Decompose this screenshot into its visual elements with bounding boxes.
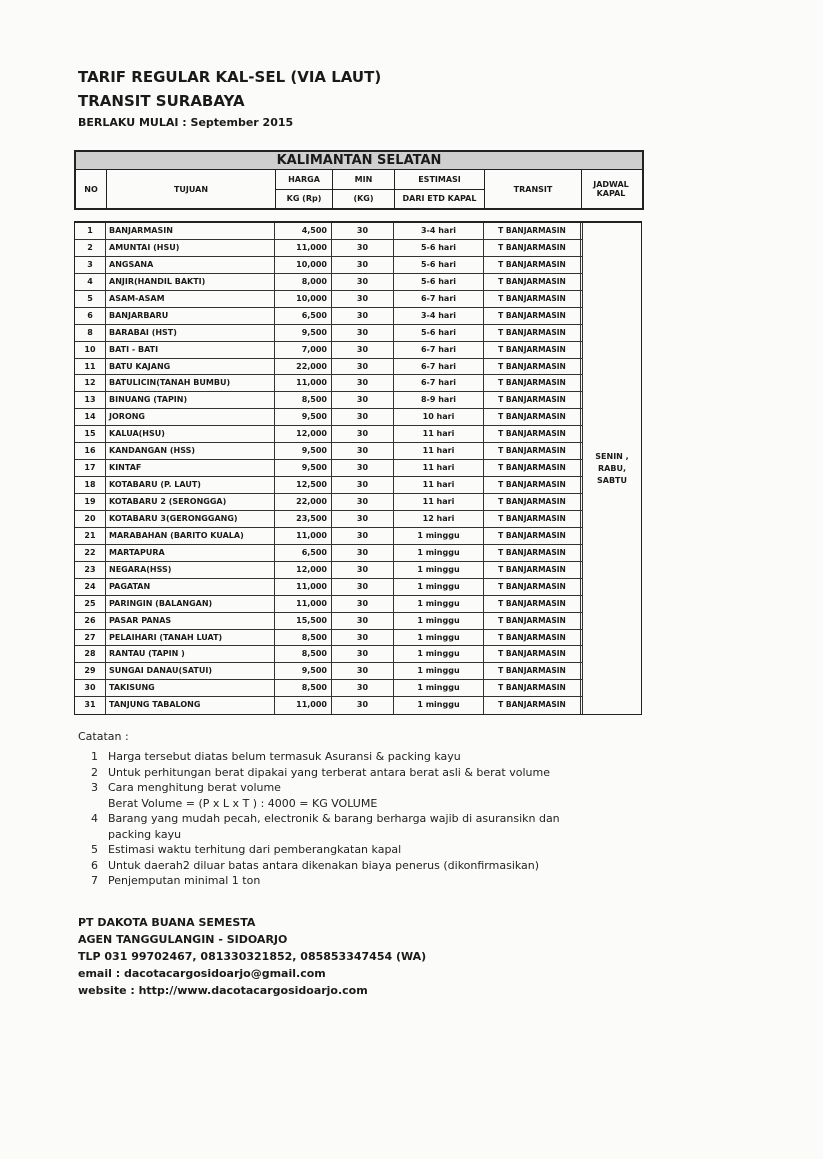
company-footer	[78, 914, 426, 999]
schedule-cell	[582, 223, 641, 714]
cell-harga: 22,000	[275, 494, 332, 510]
cell-estimasi: 1 minggu	[394, 613, 484, 629]
cell-harga: 10,000	[275, 291, 332, 307]
cell-estimasi: 1 minggu	[394, 596, 484, 612]
note-item	[78, 796, 568, 812]
cell-harga: 11,000	[275, 375, 332, 391]
note-item	[78, 765, 568, 781]
cell-no: 8	[75, 325, 106, 341]
note-text: Penjemputan minimal 1 ton	[108, 874, 261, 887]
cell-min: 30	[332, 426, 394, 442]
cell-tujuan: BATU KAJANG	[106, 359, 275, 375]
cell-estimasi: 1 minggu	[394, 528, 484, 544]
cell-min: 30	[332, 257, 394, 273]
cell-harga: 12,000	[275, 562, 332, 578]
cell-harga: 8,500	[275, 630, 332, 646]
schedule-day-2: RABU,	[598, 463, 626, 473]
cell-harga: 6,500	[275, 308, 332, 324]
cell-tujuan: ASAM-ASAM	[106, 291, 275, 307]
cell-min: 30	[332, 375, 394, 391]
table-row	[75, 630, 582, 647]
cell-transit: T BANJARMASIN	[484, 240, 581, 256]
table-row	[75, 308, 582, 325]
cell-min: 30	[332, 392, 394, 408]
cell-harga: 15,500	[275, 613, 332, 629]
cell-estimasi: 1 minggu	[394, 545, 484, 561]
cell-estimasi: 11 hari	[394, 443, 484, 459]
cell-tujuan: MARABAHAN (BARITO KUALA)	[106, 528, 275, 544]
cell-no: 14	[75, 409, 106, 425]
cell-no: 19	[75, 494, 106, 510]
cell-tujuan: BARABAI (HST)	[106, 325, 275, 341]
cell-transit: T BANJARMASIN	[484, 443, 581, 459]
note-item	[78, 873, 568, 889]
cell-min: 30	[332, 342, 394, 358]
table-row	[75, 443, 582, 460]
note-text: Harga tersebut diatas belum termasuk Asuransi & packing kayu	[108, 750, 461, 763]
cell-transit: T BANJARMASIN	[484, 460, 581, 476]
cell-estimasi: 12 hari	[394, 511, 484, 527]
table-row	[75, 545, 582, 562]
cell-transit: T BANJARMASIN	[484, 392, 581, 408]
valid-from: BERLAKU MULAI : September 2015	[78, 116, 294, 129]
table-row	[75, 646, 582, 663]
table-row	[75, 375, 582, 392]
table-row	[75, 528, 582, 545]
cell-tujuan: PASAR PANAS	[106, 613, 275, 629]
cell-estimasi: 5-6 hari	[394, 325, 484, 341]
email-link[interactable]: email : dacotacargosidoarjo@gmail.com	[78, 967, 326, 980]
cell-no: 29	[75, 663, 106, 679]
schedule-day-3: SABTU	[596, 475, 627, 485]
cell-no: 20	[75, 511, 106, 527]
cell-no: 30	[75, 680, 106, 696]
cell-no: 28	[75, 646, 106, 662]
cell-transit: T BANJARMASIN	[484, 511, 581, 527]
cell-no: 4	[75, 274, 106, 290]
table-row	[75, 426, 582, 443]
cell-no: 1	[75, 223, 106, 239]
cell-min: 30	[332, 528, 394, 544]
cell-tujuan: MARTAPURA	[106, 545, 275, 561]
table-row	[75, 477, 582, 494]
cell-estimasi: 1 minggu	[394, 646, 484, 662]
cell-estimasi: 11 hari	[394, 460, 484, 476]
cell-transit: T BANJARMASIN	[484, 579, 581, 595]
notes-list	[78, 749, 568, 889]
note-item	[78, 842, 568, 858]
col-transit: TRANSIT	[485, 170, 582, 208]
cell-no: 5	[75, 291, 106, 307]
note-number: 2	[91, 765, 98, 779]
col-jadwal-bottom: KAPAL	[596, 189, 626, 198]
cell-harga: 7,000	[275, 342, 332, 358]
cell-transit: T BANJARMASIN	[484, 545, 581, 561]
notes-title: Catatan :	[78, 730, 129, 743]
cell-harga: 9,500	[275, 443, 332, 459]
note-number: 7	[91, 874, 98, 887]
col-no: NO	[76, 170, 107, 208]
note-number	[78, 796, 108, 812]
cell-estimasi: 10 hari	[394, 409, 484, 425]
table-row	[75, 359, 582, 376]
cell-harga: 8,500	[275, 392, 332, 408]
cell-harga: 11,000	[275, 528, 332, 544]
cell-transit: T BANJARMASIN	[484, 562, 581, 578]
cell-no: 10	[75, 342, 106, 358]
cell-estimasi: 6-7 hari	[394, 291, 484, 307]
cell-min: 30	[332, 443, 394, 459]
cell-no: 31	[75, 697, 106, 714]
note-number: 5	[91, 843, 98, 856]
cell-tujuan: KINTAF	[106, 460, 275, 476]
cell-estimasi: 5-6 hari	[394, 240, 484, 256]
column-headers	[76, 170, 642, 208]
cell-transit: T BANJARMASIN	[484, 409, 581, 425]
cell-harga: 22,000	[275, 359, 332, 375]
cell-no: 24	[75, 579, 106, 595]
cell-harga: 9,500	[275, 663, 332, 679]
table-row	[75, 579, 582, 596]
company-name: PT DAKOTA BUANA SEMESTA	[78, 916, 256, 929]
cell-transit: T BANJARMASIN	[484, 680, 581, 696]
cell-tujuan: ANGSANA	[106, 257, 275, 273]
cell-min: 30	[332, 308, 394, 324]
note-text: Untuk daerah2 diluar batas antara dikenakan biaya penerus (dikonfirmasikan)	[108, 858, 540, 872]
cell-tujuan: BANJARBARU	[106, 308, 275, 324]
cell-tujuan: ANJIR(HANDIL BAKTI)	[106, 274, 275, 290]
cell-estimasi: 1 minggu	[394, 630, 484, 646]
cell-no: 13	[75, 392, 106, 408]
note-text: Estimasi waktu terhitung dari pemberangkatan kapal	[108, 843, 402, 856]
agent-name: AGEN TANGGULANGIN - SIDOARJO	[78, 933, 288, 946]
col-min-bottom: (KG)	[353, 194, 374, 204]
region-band: KALIMANTAN SELATAN	[76, 152, 642, 170]
cell-harga: 8,500	[275, 646, 332, 662]
cell-min: 30	[332, 494, 394, 510]
cell-no: 23	[75, 562, 106, 578]
note-text: Untuk perhitungan berat dipakai yang terberat antara berat asli & berat volume	[108, 765, 550, 779]
title-line-1: TARIF REGULAR KAL-SEL (VIA LAUT)	[78, 68, 382, 86]
cell-transit: T BANJARMASIN	[484, 697, 581, 714]
schedule-day-1: SENIN ,	[595, 451, 629, 461]
cell-min: 30	[332, 646, 394, 662]
cell-estimasi: 1 minggu	[394, 663, 484, 679]
table-row	[75, 291, 582, 308]
cell-transit: T BANJARMASIN	[484, 630, 581, 646]
col-estimasi	[395, 170, 485, 208]
cell-tujuan: SUNGAI DANAU(SATUI)	[106, 663, 275, 679]
col-jadwal	[582, 170, 640, 208]
cell-transit: T BANJARMASIN	[484, 274, 581, 290]
table-row	[75, 342, 582, 359]
cell-min: 30	[332, 562, 394, 578]
cell-tujuan: JORONG	[106, 409, 275, 425]
col-tujuan: TUJUAN	[107, 170, 276, 208]
cell-harga: 12,500	[275, 477, 332, 493]
cell-no: 3	[75, 257, 106, 273]
cell-no: 18	[75, 477, 106, 493]
col-harga	[276, 170, 333, 208]
cell-transit: T BANJARMASIN	[484, 223, 581, 239]
cell-no: 17	[75, 460, 106, 476]
cell-min: 30	[332, 359, 394, 375]
cell-min: 30	[332, 630, 394, 646]
cell-estimasi: 11 hari	[394, 426, 484, 442]
table-row	[75, 223, 582, 240]
cell-min: 30	[332, 613, 394, 629]
note-item	[78, 811, 568, 842]
cell-min: 30	[332, 460, 394, 476]
cell-tujuan: KANDANGAN (HSS)	[106, 443, 275, 459]
note-item	[78, 858, 568, 874]
cell-min: 30	[332, 697, 394, 714]
cell-estimasi: 11 hari	[394, 477, 484, 493]
phone-numbers: TLP 031 99702467, 081330321852, 085853347454 (WA)	[78, 950, 427, 963]
cell-min: 30	[332, 325, 394, 341]
cell-transit: T BANJARMASIN	[484, 613, 581, 629]
cell-tujuan: BANJARMASIN	[106, 223, 275, 239]
cell-harga: 11,000	[275, 579, 332, 595]
cell-transit: T BANJARMASIN	[484, 646, 581, 662]
cell-transit: T BANJARMASIN	[484, 359, 581, 375]
cell-transit: T BANJARMASIN	[484, 528, 581, 544]
table-row	[75, 680, 582, 697]
cell-estimasi: 3-4 hari	[394, 223, 484, 239]
table-row	[75, 511, 582, 528]
col-jadwal-top: JADWAL	[593, 180, 629, 189]
table-row	[75, 274, 582, 291]
cell-tujuan: KOTABARU 3(GERONGGANG)	[106, 511, 275, 527]
cell-transit: T BANJARMASIN	[484, 375, 581, 391]
cell-harga: 4,500	[275, 223, 332, 239]
table-row	[75, 613, 582, 630]
cell-min: 30	[332, 579, 394, 595]
note-item	[78, 749, 568, 765]
table-row	[75, 494, 582, 511]
cell-tujuan: KALUA(HSU)	[106, 426, 275, 442]
cell-min: 30	[332, 545, 394, 561]
cell-tujuan: PELAIHARI (TANAH LUAT)	[106, 630, 275, 646]
table-row	[75, 325, 582, 342]
table-row	[75, 409, 582, 426]
table-header	[74, 150, 644, 210]
cell-no: 27	[75, 630, 106, 646]
cell-transit: T BANJARMASIN	[484, 291, 581, 307]
cell-no: 11	[75, 359, 106, 375]
cell-no: 15	[75, 426, 106, 442]
cell-no: 22	[75, 545, 106, 561]
cell-no: 26	[75, 613, 106, 629]
cell-tujuan: TANJUNG TABALONG	[106, 697, 275, 714]
title-line-2: TRANSIT SURABAYA	[78, 92, 245, 110]
cell-harga: 11,000	[275, 697, 332, 714]
cell-harga: 10,000	[275, 257, 332, 273]
cell-transit: T BANJARMASIN	[484, 494, 581, 510]
note-number: 6	[91, 858, 98, 872]
col-harga-top: HARGA	[276, 170, 332, 190]
cell-min: 30	[332, 291, 394, 307]
cell-tujuan: KOTABARU (P. LAUT)	[106, 477, 275, 493]
cell-harga: 8,000	[275, 274, 332, 290]
cell-estimasi: 8-9 hari	[394, 392, 484, 408]
cell-no: 6	[75, 308, 106, 324]
cell-min: 30	[332, 511, 394, 527]
table-row	[75, 257, 582, 274]
cell-min: 30	[332, 409, 394, 425]
cell-no: 16	[75, 443, 106, 459]
cell-tujuan: NEGARA(HSS)	[106, 562, 275, 578]
cell-estimasi: 1 minggu	[394, 562, 484, 578]
cell-transit: T BANJARMASIN	[484, 426, 581, 442]
cell-min: 30	[332, 274, 394, 290]
cell-estimasi: 5-6 hari	[394, 274, 484, 290]
cell-estimasi: 6-7 hari	[394, 359, 484, 375]
cell-estimasi: 1 minggu	[394, 579, 484, 595]
col-min-top: MIN	[333, 170, 394, 190]
cell-min: 30	[332, 596, 394, 612]
cell-harga: 6,500	[275, 545, 332, 561]
table-row	[75, 663, 582, 680]
note-item	[78, 780, 568, 796]
cell-transit: T BANJARMASIN	[484, 596, 581, 612]
note-text: Cara menghitung berat volume	[108, 781, 281, 794]
cell-harga: 9,500	[275, 325, 332, 341]
cell-transit: T BANJARMASIN	[484, 325, 581, 341]
col-est-top: ESTIMASI	[395, 170, 484, 190]
cell-harga: 12,000	[275, 426, 332, 442]
cell-tujuan: BATULICIN(TANAH BUMBU)	[106, 375, 275, 391]
cell-estimasi: 6-7 hari	[394, 375, 484, 391]
cell-tujuan: RANTAU (TAPIN )	[106, 646, 275, 662]
cell-harga: 11,000	[275, 596, 332, 612]
cell-tujuan: BATI - BATI	[106, 342, 275, 358]
cell-no: 25	[75, 596, 106, 612]
cell-estimasi: 1 minggu	[394, 680, 484, 696]
note-text: Berat Volume = (P x L x T ) : 4000 = KG VOLUME	[108, 796, 378, 810]
cell-estimasi: 6-7 hari	[394, 342, 484, 358]
cell-estimasi: 11 hari	[394, 494, 484, 510]
cell-transit: T BANJARMASIN	[484, 477, 581, 493]
cell-tujuan: AMUNTAI (HSU)	[106, 240, 275, 256]
cell-tujuan: TAKISUNG	[106, 680, 275, 696]
table-row	[75, 240, 582, 257]
website-link[interactable]: website : http://www.dacotacargosidoarjo.com	[78, 984, 368, 997]
note-text: Barang yang mudah pecah, electronik & barang berharga wajib di asuransikn dan packing kayu	[108, 812, 560, 841]
table-row	[75, 392, 582, 409]
cell-min: 30	[332, 240, 394, 256]
cell-tujuan: BINUANG (TAPIN)	[106, 392, 275, 408]
col-est-bottom: DARI ETD KAPAL	[402, 194, 477, 204]
cell-transit: T BANJARMASIN	[484, 663, 581, 679]
cell-harga: 11,000	[275, 240, 332, 256]
cell-harga: 9,500	[275, 460, 332, 476]
cell-tujuan: KOTABARU 2 (SERONGGA)	[106, 494, 275, 510]
cell-harga: 9,500	[275, 409, 332, 425]
cell-min: 30	[332, 477, 394, 493]
note-number: 4	[91, 812, 98, 825]
cell-min: 30	[332, 663, 394, 679]
note-number: 1	[91, 750, 98, 763]
cell-min: 30	[332, 680, 394, 696]
cell-estimasi: 3-4 hari	[394, 308, 484, 324]
note-number: 3	[91, 781, 98, 794]
notes-section	[78, 730, 568, 889]
table-row	[75, 562, 582, 579]
cell-estimasi: 5-6 hari	[394, 257, 484, 273]
cell-transit: T BANJARMASIN	[484, 257, 581, 273]
col-harga-bottom: KG (Rp)	[286, 194, 322, 204]
cell-no: 21	[75, 528, 106, 544]
cell-transit: T BANJARMASIN	[484, 342, 581, 358]
cell-tujuan: PARINGIN (BALANGAN)	[106, 596, 275, 612]
table-row	[75, 460, 582, 477]
rate-rows	[75, 223, 582, 714]
cell-harga: 8,500	[275, 680, 332, 696]
cell-tujuan: PAGATAN	[106, 579, 275, 595]
cell-estimasi: 1 minggu	[394, 697, 484, 714]
rate-table	[74, 221, 642, 715]
cell-no: 2	[75, 240, 106, 256]
cell-transit: T BANJARMASIN	[484, 308, 581, 324]
table-row	[75, 596, 582, 613]
col-min	[333, 170, 395, 208]
cell-min: 30	[332, 223, 394, 239]
cell-harga: 23,500	[275, 511, 332, 527]
cell-no: 12	[75, 375, 106, 391]
table-row	[75, 697, 582, 714]
